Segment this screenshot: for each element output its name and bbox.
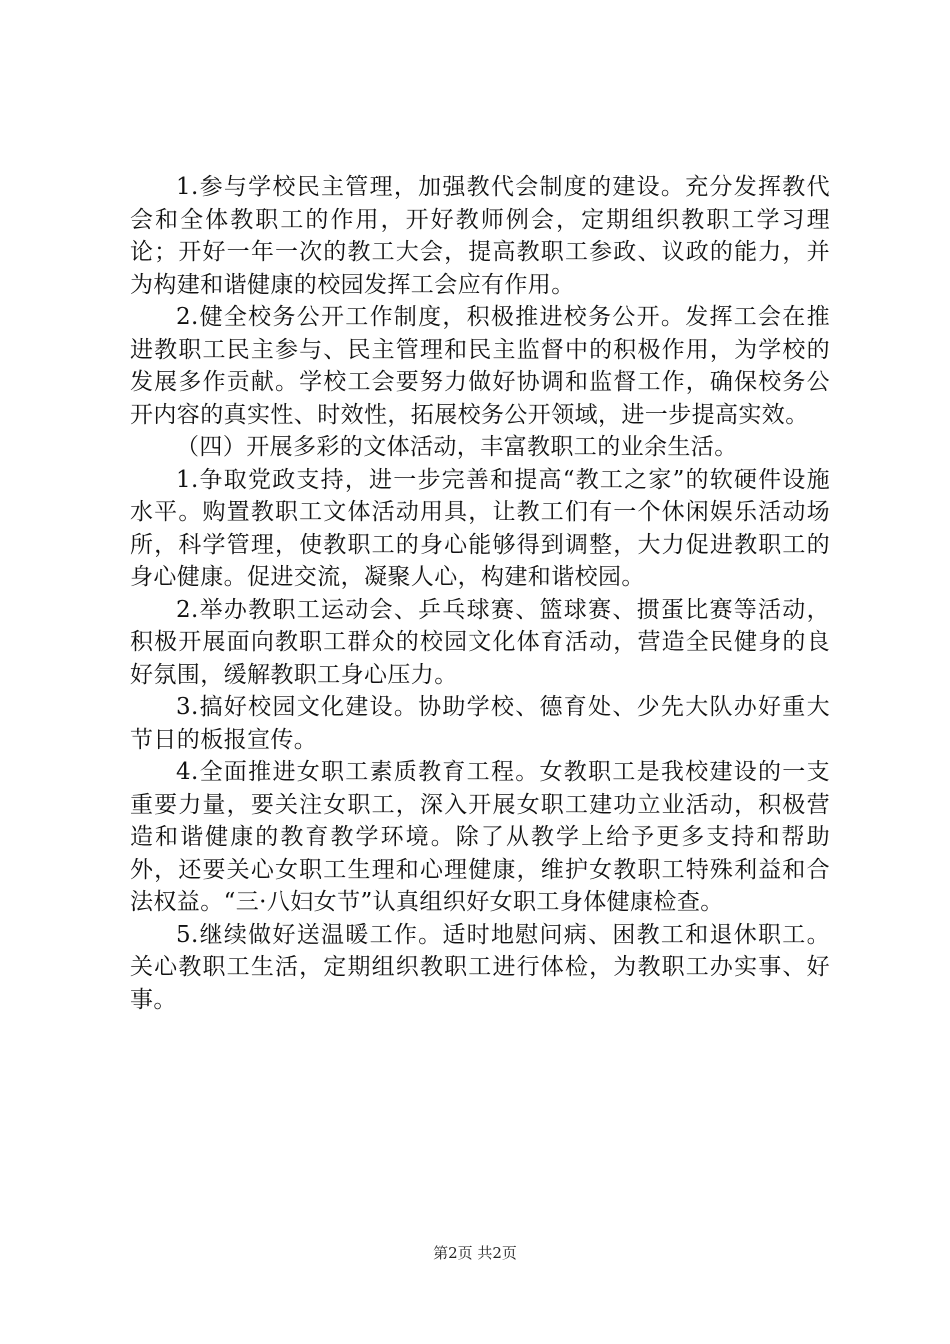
paragraph-3: 1.争取党政支持，进一步完善和提高“教工之家”的软硬件设施水平。购置教职工文体活动用具，让教工们有一个休闲娱乐活动场所，科学管理，使教职工的身心能够得到调整，大力促进教职工的身心健康。促进交流，凝聚人心，构建和谐校园。	[130, 466, 830, 590]
paragraph-4: 2.举办教职工运动会、乒乓球赛、篮球赛、掼蛋比赛等活动，积极开展面向教职工群众的校园文化体育活动，营造全民健身的良好氛围，缓解教职工身心压力。	[130, 596, 830, 688]
paragraph-5: 3.搞好校园文化建设。协助学校、德育处、少先大队办好重大节日的板报宣传。	[130, 694, 830, 753]
paragraph-2: 2.健全校务公开工作制度，积极推进校务公开。发挥工会在推进教职工民主参与、民主管理和民主监督中的积极作用，为学校的发展多作贡献。学校工会要努力做好协调和监督工作，确保校务公开内容的真实性、时效性，拓展校务公开领域，进一步提高实效。	[130, 304, 830, 428]
page-footer	[0, 1243, 950, 1263]
section-heading-4: （四）开展多彩的文体活动，丰富教职工的业余生活。	[176, 434, 738, 460]
paragraph-7: 5.继续做好送温暖工作。适时地慰问病、困教工和退休职工。关心教职工生活，定期组织教职工进行体检，为教职工办实事、好事。	[130, 921, 830, 1013]
paragraph-1: 1.参与学校民主管理，加强教代会制度的建设。充分发挥教代会和全体教职工的作用，开好教师例会，定期组织教职工学习理论；开好一年一次的教工大会，提高教职工参政、议政的能力，并为构建和谐健康的校园发挥工会应有作用。	[130, 174, 830, 298]
page-number-label: 第2页 共2页	[433, 1244, 517, 1262]
document-body	[130, 171, 830, 1016]
paragraph-6: 4.全面推进女职工素质教育工程。女教职工是我校建设的一支重要力量，要关注女职工，深入开展女职工建功立业活动，积极营造和谐健康的教育教学环境。除了从教学上给予更多支持和帮助外，还要关心女职工生理和心理健康，维护女教职工特殊利益和合法权益。“三·八妇女节”认真组织好女职工身体健康检查。	[130, 759, 830, 915]
